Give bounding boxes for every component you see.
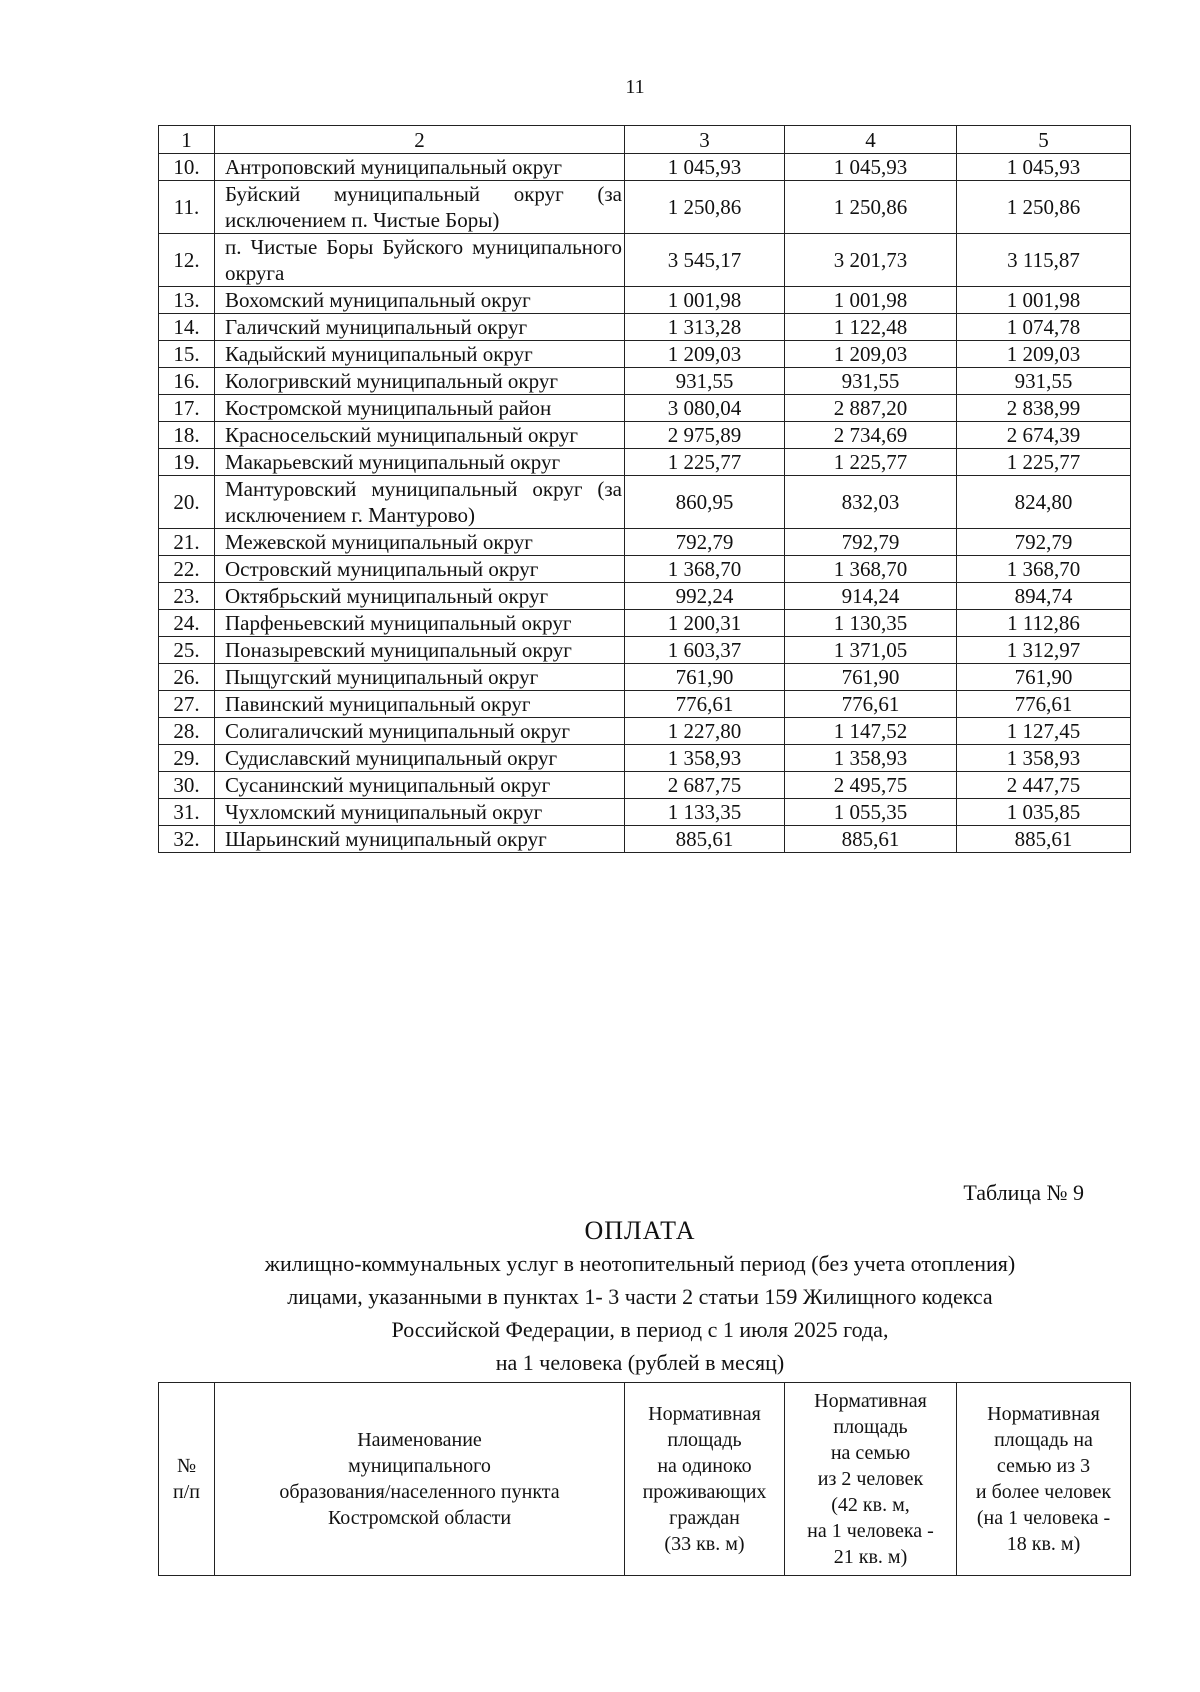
- column-number-4: 4: [785, 126, 957, 154]
- value-col3: 1 133,35: [625, 799, 785, 826]
- table-row: [159, 368, 1131, 395]
- table-row: [159, 449, 1131, 476]
- value-col4: 1 225,77: [785, 449, 957, 476]
- district-name: Кадыйский муниципальный округ: [215, 341, 625, 368]
- district-name: п. Чистые Боры Буйского муниципального округа: [215, 234, 625, 287]
- district-name: Судиславский муниципальный округ: [215, 745, 625, 772]
- row-number: 21.: [159, 529, 215, 556]
- header-line: площадь: [667, 1429, 742, 1451]
- header-line: муниципального: [348, 1455, 491, 1477]
- table-row: [159, 287, 1131, 314]
- row-number: 22.: [159, 556, 215, 583]
- value-col3: 1 603,37: [625, 637, 785, 664]
- value-col4: 2 495,75: [785, 772, 957, 799]
- header-line: Наименование: [357, 1429, 482, 1451]
- page-number: 11: [625, 76, 645, 98]
- table-row: [159, 826, 1131, 853]
- value-col4: 1 055,35: [785, 799, 957, 826]
- row-number: 12.: [159, 234, 215, 287]
- value-col4: 1 371,05: [785, 637, 957, 664]
- value-col5: 1 225,77: [957, 449, 1131, 476]
- header-single: [625, 1383, 785, 1576]
- header-line: 18 кв. м): [1006, 1533, 1081, 1555]
- row-number: 20.: [159, 476, 215, 529]
- header-line: 21 кв. м): [833, 1546, 908, 1568]
- value-col5: 1 250,86: [957, 181, 1131, 234]
- header-line: (42 кв. м,: [831, 1494, 910, 1516]
- header-line: Костромской области: [327, 1507, 512, 1529]
- value-col5: 1 368,70: [957, 556, 1131, 583]
- value-col3: 3 080,04: [625, 395, 785, 422]
- header-line: (на 1 человека -: [976, 1507, 1111, 1529]
- district-name: Мантуровский муниципальный округ (за исключением г. Мантурово): [215, 476, 625, 529]
- district-name: Буйский муниципальный округ (за исключением п. Чистые Боры): [215, 181, 625, 234]
- district-name: Антроповский муниципальный округ: [215, 154, 625, 181]
- value-col5: 2 674,39: [957, 422, 1131, 449]
- title-line: лицами, указанными в пунктах 1- 3 части 2 статьи 159 Жилищного кодекса: [287, 1284, 993, 1309]
- row-number: 10.: [159, 154, 215, 181]
- header-line: на одиноко: [657, 1455, 752, 1477]
- value-col5: 2 447,75: [957, 772, 1131, 799]
- table-title-block: [150, 1215, 1130, 1379]
- value-col5: 885,61: [957, 826, 1131, 853]
- table-row: [159, 476, 1131, 529]
- title-line: Российской Федерации, в период с 1 июля 2025 года,: [391, 1317, 889, 1342]
- header-line: площадь на: [994, 1429, 1093, 1451]
- value-col5: 931,55: [957, 368, 1131, 395]
- title-line: жилищно-коммунальных услуг в неотопительный период (без учета отопления): [264, 1251, 1016, 1276]
- value-col5: 1 312,97: [957, 637, 1131, 664]
- table-row: [159, 583, 1131, 610]
- value-col5: 1 127,45: [957, 718, 1131, 745]
- table-row: [159, 745, 1131, 772]
- row-number: 27.: [159, 691, 215, 718]
- table-row: [159, 234, 1131, 287]
- district-name: Сусанинский муниципальный округ: [215, 772, 625, 799]
- value-col5: 1 035,85: [957, 799, 1131, 826]
- table-row: [159, 691, 1131, 718]
- value-col3: 1 045,93: [625, 154, 785, 181]
- column-number-1: 1: [159, 126, 215, 154]
- row-number: 24.: [159, 610, 215, 637]
- value-col4: 1 147,52: [785, 718, 957, 745]
- value-col4: 1 122,48: [785, 314, 957, 341]
- value-col5: 1 209,03: [957, 341, 1131, 368]
- row-number: 32.: [159, 826, 215, 853]
- header-line: (33 кв. м): [664, 1533, 745, 1555]
- table-row: [159, 610, 1131, 637]
- value-col3: 761,90: [625, 664, 785, 691]
- value-col4: 1 130,35: [785, 610, 957, 637]
- district-name: Поназыревский муниципальный округ: [215, 637, 625, 664]
- value-col3: 1 250,86: [625, 181, 785, 234]
- district-name: Вохомский муниципальный округ: [215, 287, 625, 314]
- row-number: 29.: [159, 745, 215, 772]
- table-row: [159, 718, 1131, 745]
- district-name: Чухломский муниципальный округ: [215, 799, 625, 826]
- value-col5: 1 001,98: [957, 287, 1131, 314]
- value-col3: 1 227,80: [625, 718, 785, 745]
- value-col5: 1 045,93: [957, 154, 1131, 181]
- header-line: Нормативная: [814, 1390, 927, 1412]
- value-col5: 1 358,93: [957, 745, 1131, 772]
- payment-table-header: [158, 1382, 1131, 1576]
- table-row: [159, 637, 1131, 664]
- value-col4: 832,03: [785, 476, 957, 529]
- value-col4: 3 201,73: [785, 234, 957, 287]
- value-col4: 1 250,86: [785, 181, 957, 234]
- value-col4: 1 045,93: [785, 154, 957, 181]
- value-col4: 1 368,70: [785, 556, 957, 583]
- table-row: [159, 664, 1131, 691]
- value-col4: 914,24: [785, 583, 957, 610]
- district-name: Межевской муниципальный округ: [215, 529, 625, 556]
- row-number: 25.: [159, 637, 215, 664]
- value-col3: 792,79: [625, 529, 785, 556]
- header-line: и более человек: [975, 1481, 1112, 1503]
- table-row: [159, 772, 1131, 799]
- row-number: 23.: [159, 583, 215, 610]
- header-family-3: [957, 1383, 1131, 1576]
- header-family-2: [785, 1383, 957, 1576]
- value-col3: 3 545,17: [625, 234, 785, 287]
- row-number: 14.: [159, 314, 215, 341]
- header-line: из 2 человек: [817, 1468, 924, 1490]
- table-row: [159, 154, 1131, 181]
- value-col5: 1 112,86: [957, 610, 1131, 637]
- value-col4: 776,61: [785, 691, 957, 718]
- row-number: 18.: [159, 422, 215, 449]
- district-name: Макарьевский муниципальный округ: [215, 449, 625, 476]
- column-number-5: 5: [957, 126, 1131, 154]
- value-col4: 2 887,20: [785, 395, 957, 422]
- row-number: 31.: [159, 799, 215, 826]
- value-col3: 992,24: [625, 583, 785, 610]
- row-number: 15.: [159, 341, 215, 368]
- table-row: [159, 422, 1131, 449]
- header-line: п/п: [173, 1481, 200, 1503]
- row-number: 26.: [159, 664, 215, 691]
- header-line: на 1 человека -: [807, 1520, 934, 1542]
- district-name: Красносельский муниципальный округ: [215, 422, 625, 449]
- value-col3: 2 687,75: [625, 772, 785, 799]
- value-col4: 1 209,03: [785, 341, 957, 368]
- header-number: [159, 1383, 215, 1576]
- value-col4: 792,79: [785, 529, 957, 556]
- row-number: 30.: [159, 772, 215, 799]
- value-col3: 931,55: [625, 368, 785, 395]
- district-name: Павинский муниципальный округ: [215, 691, 625, 718]
- value-col4: 1 358,93: [785, 745, 957, 772]
- value-col4: 931,55: [785, 368, 957, 395]
- value-col3: 776,61: [625, 691, 785, 718]
- rates-table-continued: [158, 125, 1131, 853]
- district-name: Парфеньевский муниципальный округ: [215, 610, 625, 637]
- district-name: Октябрьский муниципальный округ: [215, 583, 625, 610]
- value-col3: 885,61: [625, 826, 785, 853]
- district-name: Шарьинский муниципальный округ: [215, 826, 625, 853]
- table-header-row: [159, 1383, 1131, 1576]
- header-line: проживающих: [642, 1481, 767, 1503]
- value-col5: 894,74: [957, 583, 1131, 610]
- value-col5: 3 115,87: [957, 234, 1131, 287]
- table-row: [159, 556, 1131, 583]
- table-row: [159, 529, 1131, 556]
- value-col5: 824,80: [957, 476, 1131, 529]
- table-row: [159, 341, 1131, 368]
- district-name: Пыщугский муниципальный округ: [215, 664, 625, 691]
- header-line: на семью: [830, 1442, 911, 1464]
- district-name: Костромской муниципальный район: [215, 395, 625, 422]
- table-header-row: [159, 126, 1131, 154]
- row-number: 16.: [159, 368, 215, 395]
- district-name: Галичский муниципальный округ: [215, 314, 625, 341]
- district-name: Солигаличский муниципальный округ: [215, 718, 625, 745]
- column-number-2: 2: [215, 126, 625, 154]
- value-col3: 860,95: [625, 476, 785, 529]
- row-number: 19.: [159, 449, 215, 476]
- value-col5: 2 838,99: [957, 395, 1131, 422]
- value-col5: 761,90: [957, 664, 1131, 691]
- value-col3: 1 200,31: [625, 610, 785, 637]
- header-line: №: [176, 1455, 197, 1477]
- row-number: 17.: [159, 395, 215, 422]
- district-name: Кологривский муниципальный округ: [215, 368, 625, 395]
- value-col4: 761,90: [785, 664, 957, 691]
- table-row: [159, 395, 1131, 422]
- table-caption: Таблица № 9: [963, 1180, 1084, 1205]
- value-col4: 1 001,98: [785, 287, 957, 314]
- value-col3: 1 368,70: [625, 556, 785, 583]
- table-title: ОПЛАТА: [584, 1216, 696, 1245]
- value-col4: 2 734,69: [785, 422, 957, 449]
- value-col3: 1 001,98: [625, 287, 785, 314]
- row-number: 13.: [159, 287, 215, 314]
- table-row: [159, 799, 1131, 826]
- table-row: [159, 314, 1131, 341]
- column-number-3: 3: [625, 126, 785, 154]
- header-line: Нормативная: [648, 1403, 761, 1425]
- value-col3: 1 225,77: [625, 449, 785, 476]
- value-col5: 792,79: [957, 529, 1131, 556]
- value-col3: 1 313,28: [625, 314, 785, 341]
- district-name: Островский муниципальный округ: [215, 556, 625, 583]
- row-number: 11.: [159, 181, 215, 234]
- header-name: [215, 1383, 625, 1576]
- header-line: Нормативная: [987, 1403, 1100, 1425]
- value-col3: 2 975,89: [625, 422, 785, 449]
- value-col3: 1 358,93: [625, 745, 785, 772]
- row-number: 28.: [159, 718, 215, 745]
- value-col5: 776,61: [957, 691, 1131, 718]
- header-line: образования/населенного пункта: [279, 1481, 560, 1503]
- header-line: семью из 3: [996, 1455, 1091, 1477]
- header-line: площадь: [833, 1416, 908, 1438]
- title-line: на 1 человека (рублей в месяц): [495, 1350, 785, 1375]
- table-row: [159, 181, 1131, 234]
- value-col4: 885,61: [785, 826, 957, 853]
- value-col3: 1 209,03: [625, 341, 785, 368]
- header-line: граждан: [669, 1507, 740, 1529]
- value-col5: 1 074,78: [957, 314, 1131, 341]
